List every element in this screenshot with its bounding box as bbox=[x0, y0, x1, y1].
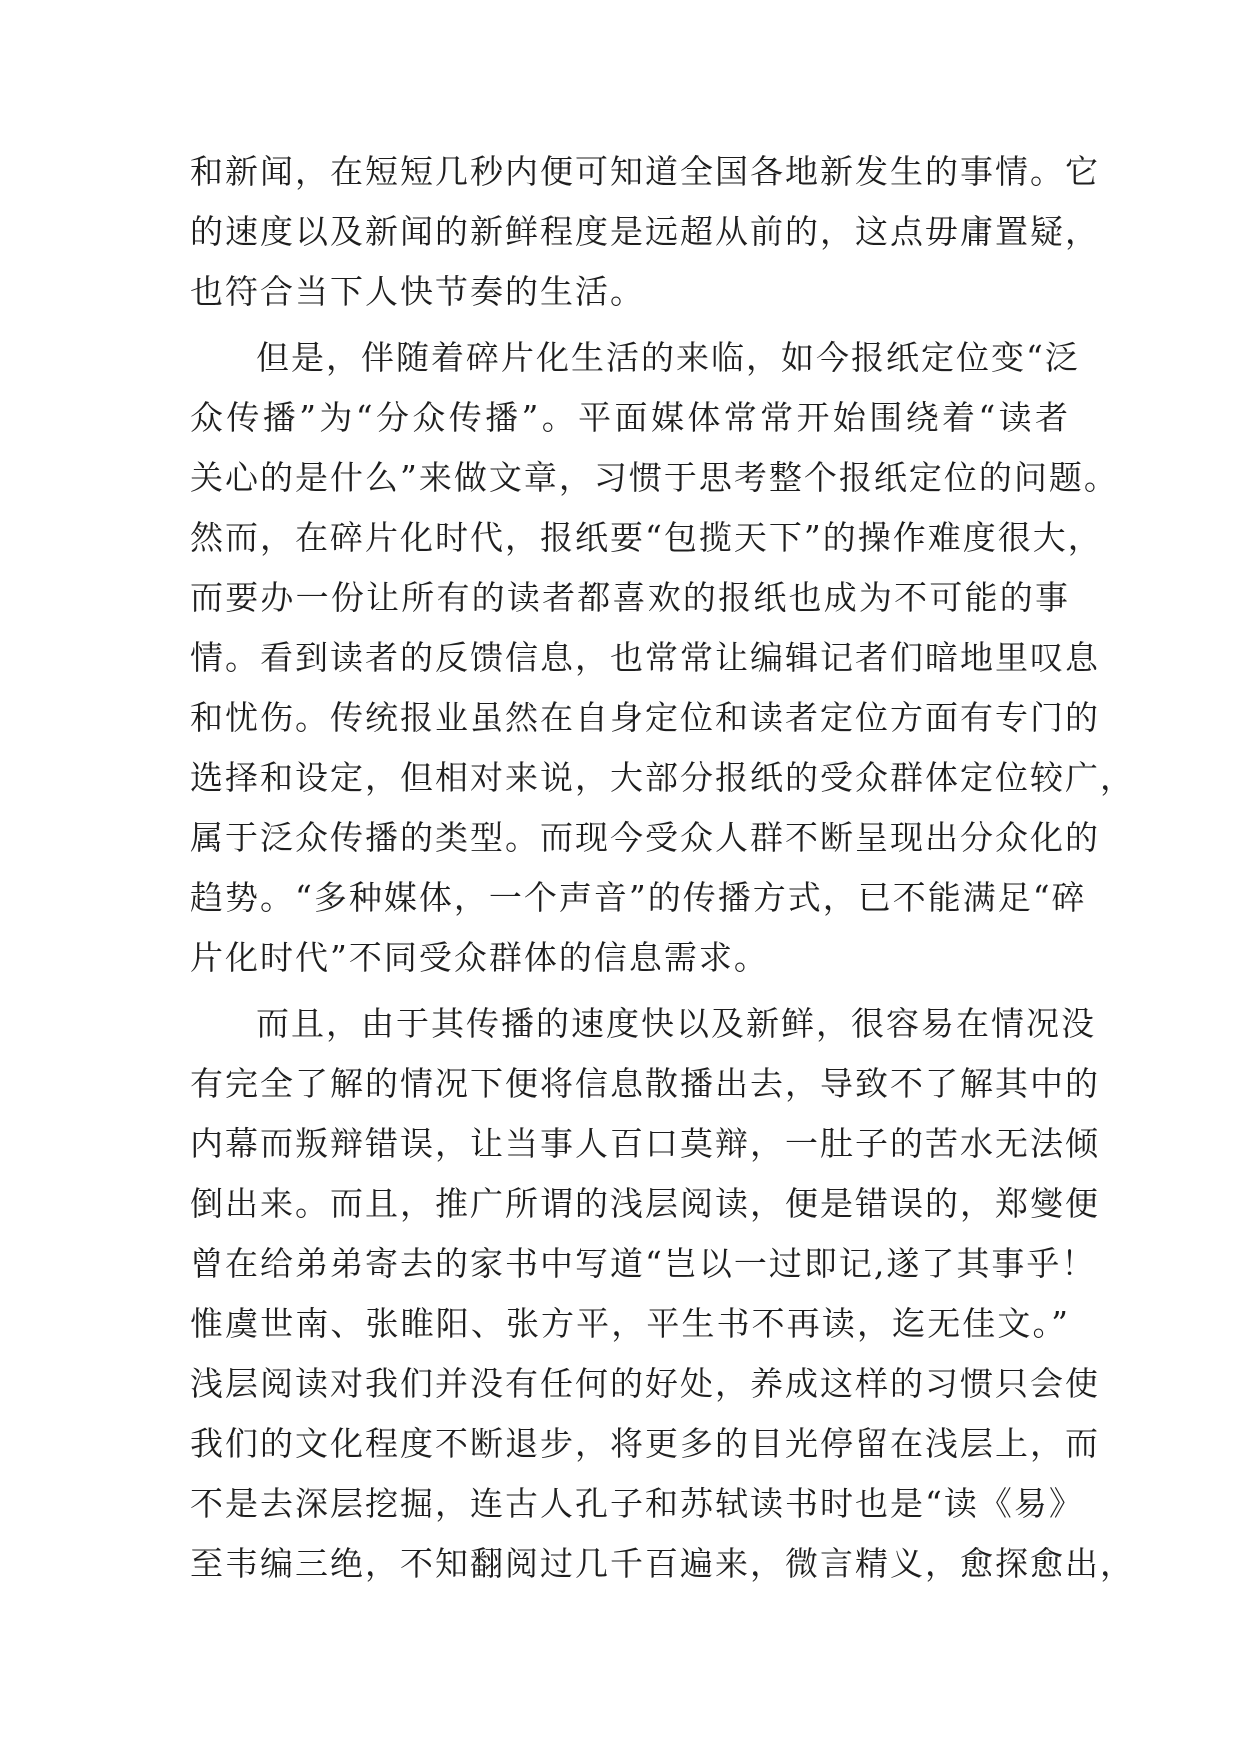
body-text bbox=[190, 142, 1135, 1594]
text-line: 内幕而叛辩错误，让当事人百口莫辩，一肚子的苦水无法倾 bbox=[190, 1124, 1100, 1163]
text-line: 倒出来。而且，推广所谓的浅层阅读，便是错误的，郑燮便 bbox=[190, 1184, 1100, 1223]
text-line: 和忧伤。传统报业虽然在自身定位和读者定位方面有专门的 bbox=[190, 698, 1100, 737]
text-line: 而且，由于其传播的速度快以及新鲜，很容易在情况没 bbox=[256, 1004, 1096, 1043]
text-line: 众传播”为“分众传播”。平面媒体常常开始围绕着“读者 bbox=[190, 398, 1070, 437]
text-line: 片化时代”不同受众群体的信息需求。 bbox=[190, 938, 769, 977]
text-line: 有完全了解的情况下便将信息散播出去，导致不了解其中的 bbox=[190, 1064, 1100, 1103]
text-line: 浅层阅读对我们并没有任何的好处，养成这样的习惯只会使 bbox=[190, 1364, 1100, 1403]
text-line: 而要办一份让所有的读者都喜欢的报纸也成为不可能的事 bbox=[190, 578, 1070, 617]
text-line: 曾在给弟弟寄去的家书中写道“岂以一过即记,遂了其事乎！ bbox=[190, 1244, 1097, 1283]
text-line: 选择和设定，但相对来说，大部分报纸的受众群体定位较广， bbox=[190, 758, 1135, 797]
text-line: 趋势。“多种媒体，一个声音”的传播方式，已不能满足“碎 bbox=[190, 878, 1087, 917]
text-line: 不是去深层挖掘，连古人孔子和苏轼读书时也是“读《易》 bbox=[190, 1484, 1084, 1523]
text-line: 但是，伴随着碎片化生活的来临，如今报纸定位变“泛 bbox=[256, 338, 1080, 377]
text-line: 我们的文化程度不断退步，将更多的目光停留在浅层上，而 bbox=[190, 1424, 1100, 1463]
text-line: 关心的是什么”来做文章，习惯于思考整个报纸定位的问题。 bbox=[190, 458, 1119, 497]
text-line: 惟虞世南、张睢阳、张方平，平生书不再读，迄无佳文。” bbox=[190, 1304, 1070, 1343]
text-line: 情。看到读者的反馈信息，也常常让编辑记者们暗地里叹息 bbox=[190, 638, 1100, 677]
text-line: 和新闻，在短短几秒内便可知道全国各地新发生的事情。它 bbox=[190, 152, 1100, 191]
text-line: 至韦编三绝，不知翻阅过几千百遍来，微言精义，愈探愈出， bbox=[190, 1544, 1135, 1583]
text-line: 然而，在碎片化时代，报纸要“包揽天下”的操作难度很大， bbox=[190, 518, 1103, 557]
text-line: 属于泛众传播的类型。而现今受众人群不断呈现出分众化的 bbox=[190, 818, 1100, 857]
text-line: 也符合当下人快节奏的生活。 bbox=[190, 272, 645, 311]
text-line: 的速度以及新闻的新鲜程度是远超从前的，这点毋庸置疑， bbox=[190, 212, 1100, 251]
